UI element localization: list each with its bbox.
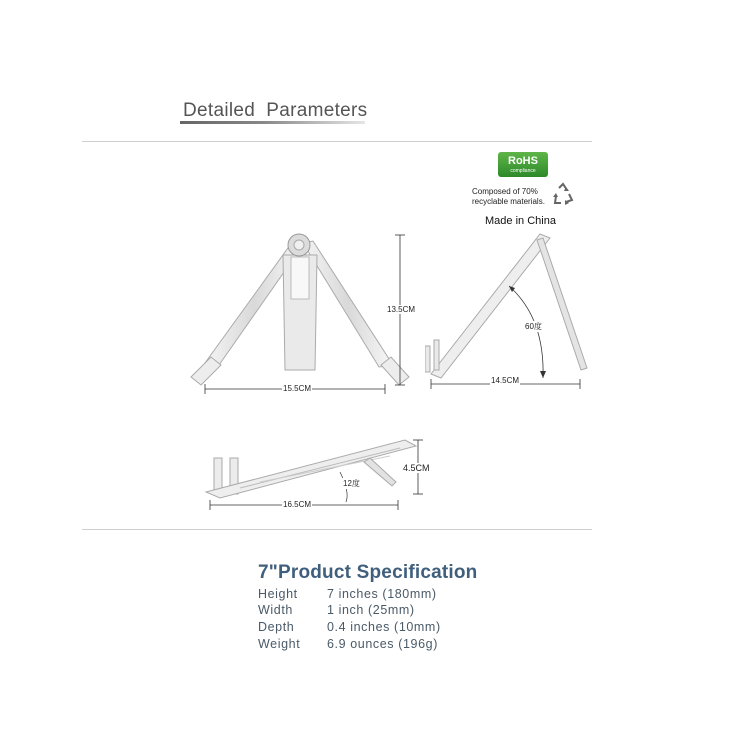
spec-row-width xyxy=(258,603,415,617)
spec-value: 1 inch (25mm) xyxy=(327,603,415,617)
folded-length-label: 16.5CM xyxy=(283,500,312,509)
divider-bottom xyxy=(82,529,592,530)
recycle-line-1: Composed of 70% xyxy=(472,187,538,196)
rohs-label: RoHS xyxy=(508,155,538,167)
spec-row-weight xyxy=(258,637,438,651)
recycle-icon xyxy=(550,182,576,208)
side-base-label: 14.5CM xyxy=(491,376,520,385)
front-width-label: 15.5CM xyxy=(283,384,312,393)
front-view-drawing xyxy=(185,225,415,400)
page-title: Detailed Parameters xyxy=(183,100,368,121)
spec-value: 7 inches (180mm) xyxy=(327,587,437,601)
side-view-drawing xyxy=(425,228,590,398)
spec-row-depth xyxy=(258,620,441,634)
divider-top xyxy=(82,141,592,142)
rohs-badge xyxy=(498,152,548,177)
spec-label: Width xyxy=(258,603,293,617)
spec-title: 7"Product Specification xyxy=(258,562,478,583)
folded-angle-label: 12度 xyxy=(343,479,360,488)
recycle-line-2: recyclable materials. xyxy=(472,197,545,206)
spec-value: 6.9 ounces (196g) xyxy=(327,637,438,651)
spec-label: Weight xyxy=(258,637,301,651)
spec-value: 0.4 inches (10mm) xyxy=(327,620,441,634)
recycle-note xyxy=(472,187,545,207)
side-angle-label: 60度 xyxy=(525,322,542,331)
front-height-label: 13.5CM xyxy=(387,305,416,314)
folded-height-label: 4.5CM xyxy=(403,463,430,473)
title-underline xyxy=(180,121,365,124)
rohs-sub-label: compliance xyxy=(510,168,536,174)
spec-label: Height xyxy=(258,587,298,601)
spec-row-height xyxy=(258,587,437,601)
made-in-label: Made in China xyxy=(485,215,556,227)
spec-label: Depth xyxy=(258,620,295,634)
